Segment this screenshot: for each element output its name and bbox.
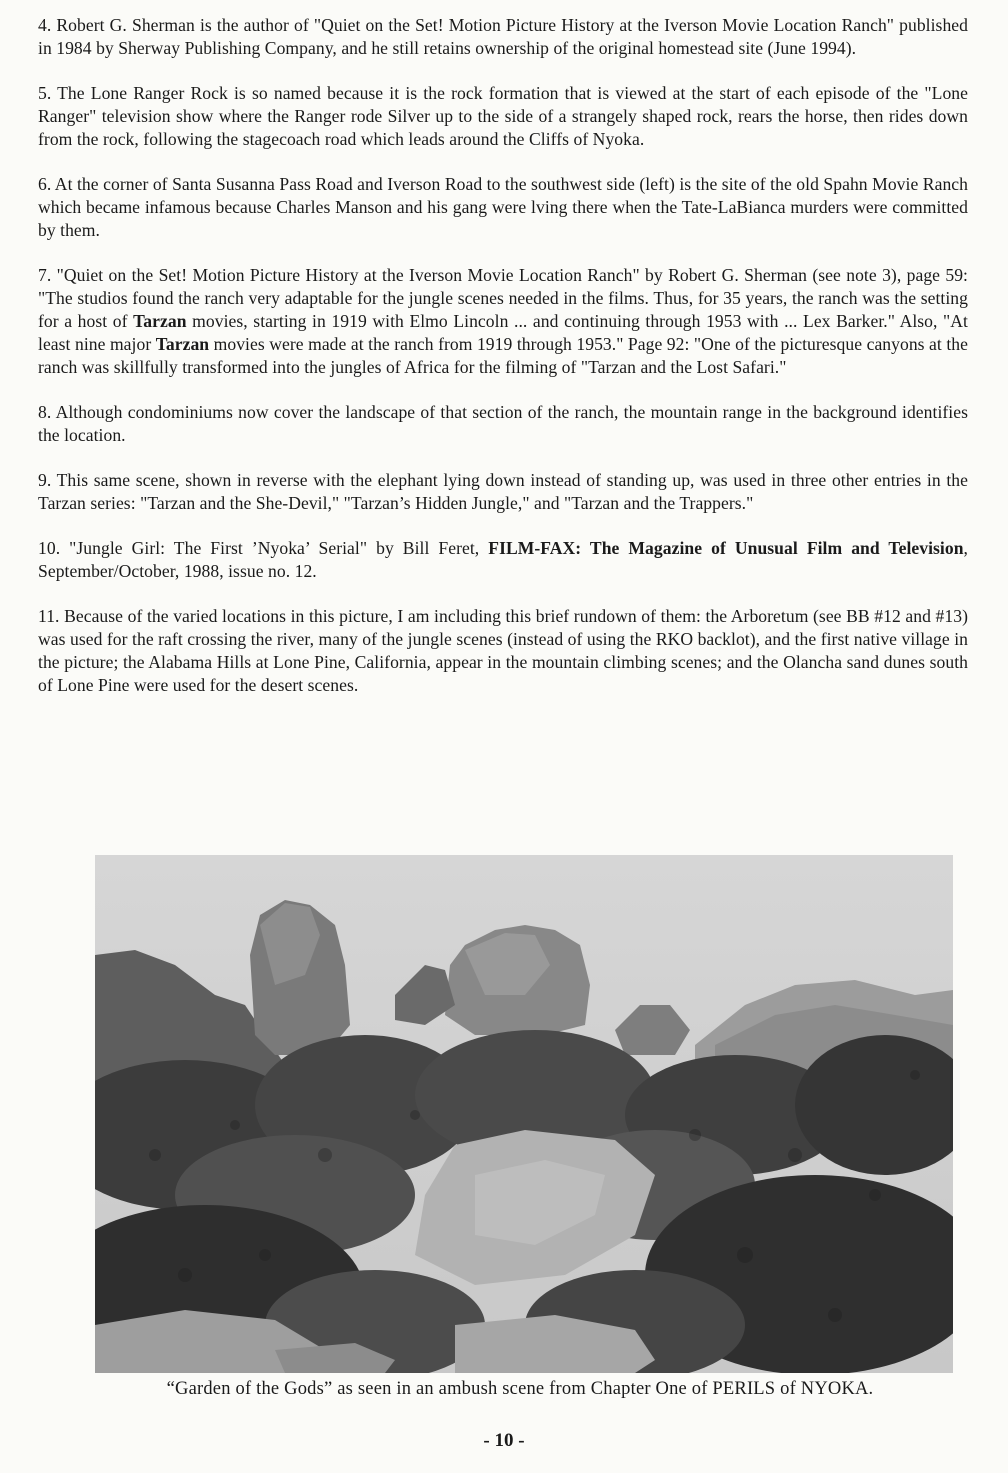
- note-emphasis: Tarzan: [133, 311, 187, 331]
- note-text: 4. Robert G. Sherman is the author of "Quiet on the Set! Motion Picture History at the Iverson Movie Location Ranch" published in 1984 by Sherway Publishing Company, and he still retains ownership of the original homestead site (June 1994).: [38, 15, 968, 58]
- note-text: movies, starting in 1919 with Elmo Lincoln ... and continuing through 1953 with ... Lex Barker." Also, "At least nine major: [38, 311, 968, 354]
- note-text: 11. Because of the varied locations in this picture, I am including this brief rundown of them: the Arboretum (see BB #12 and #13) was used for the raft crossing the river, many of the jungle scenes (instead of using the RKO backlot), and the first native village in the picture; the Alabama Hills at Lone Pine, California, appear in the mountain climbing scenes; and the Olancha sand dunes south of Lone Pine were used for the desert scenes.: [38, 606, 968, 695]
- page-number: - 10 -: [483, 1430, 525, 1451]
- note-text: 9. This same scene, shown in reverse with the elephant lying down instead of standing up, was used in three other entries in the Tarzan series: "Tarzan and the She-Devil," "Tarzan’s Hidden Jungle," and "Tarzan and the Trappers.": [38, 470, 968, 513]
- note-text: 7. "Quiet on the Set! Motion Picture History at the Iverson Movie Location Ranch" by Robert G. Sherman (see note 3), page 59: "The studios found the ranch very adaptable for the jungle scenes needed in the films. Thus, for 35 years, the ranch was the setting for a host of: [38, 265, 968, 331]
- photo-illustration: [95, 855, 953, 1373]
- note-text: , September/October, 1988, issue no. 12.: [38, 538, 968, 581]
- note-text: 10. "Jungle Girl: The First ’Nyoka’ Serial" by Bill Feret,: [38, 538, 489, 558]
- note-5: [38, 82, 968, 151]
- landscape-photo: [95, 855, 953, 1373]
- note-7: [38, 264, 968, 379]
- note-text: 6. At the corner of Santa Susanna Pass Road and Iverson Road to the southwest side (left) is the site of the old Spahn Movie Ranch which became infamous because Charles Manson and his gang were lving there when the Tate-LaBianca murders were committed by them.: [38, 174, 968, 240]
- note-text: movies were made at the ranch from 1919 through 1953." Page 92: "One of the picturesque canyons at the ranch was skillfully transformed into the jungles of Africa for the filming of "Tarzan and the Lost Safari.": [38, 334, 968, 377]
- endnotes: [38, 14, 968, 719]
- note-text: 5. The Lone Ranger Rock is so named because it is the rock formation that is viewed at the start of each episode of the "Lone Ranger" television show where the Ranger rode Silver up to the side of a strangely shaped rock, rears the horse, then rides down from the rock, following the stagecoach road which leads around the Cliffs of Nyoka.: [38, 83, 968, 149]
- note-emphasis: Tarzan: [155, 334, 210, 354]
- note-8: [38, 401, 968, 447]
- note-11: [38, 605, 968, 697]
- note-text: 8. Although condominiums now cover the landscape of that section of the ranch, the mountain range in the background identifies the location.: [38, 402, 968, 445]
- note-9: [38, 469, 968, 515]
- note-emphasis: FILM-FAX: The Magazine of Unusual Film and Television: [488, 538, 964, 558]
- note-10: [38, 537, 968, 583]
- note-6: [38, 173, 968, 242]
- note-4: [38, 14, 968, 60]
- photo-caption: “Garden of the Gods” as seen in an ambush scene from Chapter One of PERILS of NYOKA.: [166, 1379, 874, 1399]
